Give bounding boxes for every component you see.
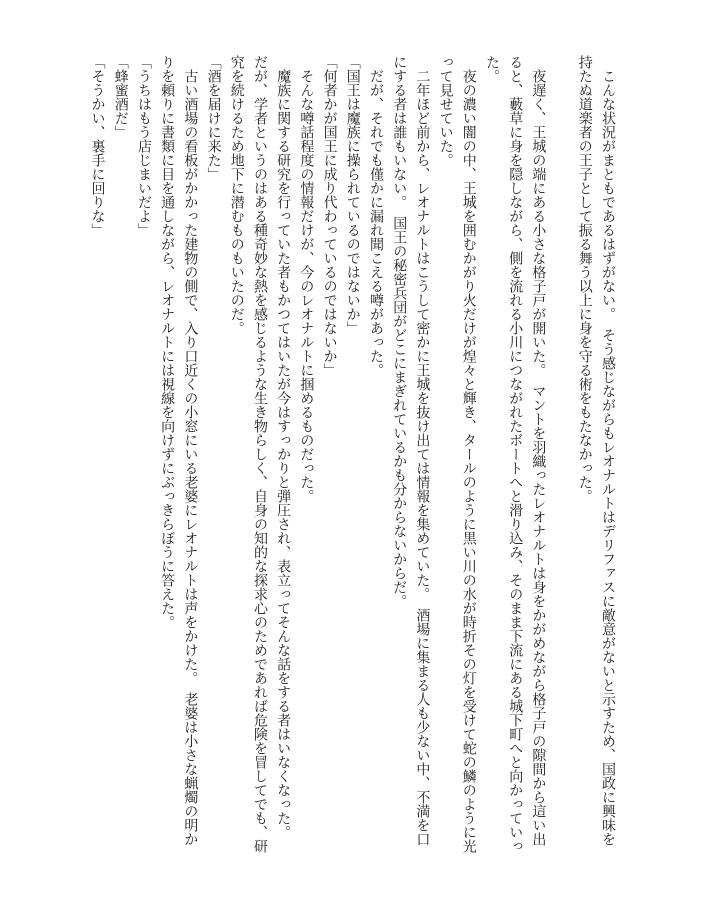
paragraph: 二年ほど前から、レオナルトはこうして密かに王城を抜け出ては情報を集めていた。 酒場に集まる人も少ない中、不満を口にする者は誰もいない。 国王の秘密兵団がどこにまぎれているかも分からないからだ。 xyxy=(391,55,431,846)
dialogue-line: 「何者かが国王に成り代わっているのではないか」 xyxy=(321,55,338,377)
dialogue-line: 「国王は魔族に操られているのではないか」 xyxy=(344,55,361,335)
dialogue-line: 「うちはもう店じまいだよ」 xyxy=(135,55,152,237)
dialogue-line: 「そうかい、裏手に回りな」 xyxy=(89,55,106,237)
paragraph: 夜の濃い闇の中、王城を囲むかがり火だけが煌々と輝き、タールのように黒い川の水が時折その灯を受けて蛇の鱗のように光って見せていた。 xyxy=(437,55,477,853)
paragraph: そんな噂話程度の情報だけが、今のレオナルトに掴めるものだった。 xyxy=(298,55,315,503)
paragraph: 夜遅く、王城の端にある小さな格子戸が開いた。 マントを羽織ったレオナルトは身をかがめながら格子戸の隙間から這い出ると、藪草に身を隠しながら、側を流れる小川につながれたボートへと滑り込み、そのまま下流にある城下町へと向かっていった。 xyxy=(484,55,547,853)
dialogue-line: 「酒を届けに来た」 xyxy=(205,55,222,181)
paragraph: こんな状況がまともであるはずがない。 そう感じながらもレオナルトはデリファスに敵意がないと示すため、国政に興味を持たぬ道楽者の王子として振る舞う以上に身を守る術をもたなかった。 xyxy=(576,55,616,846)
vertical-body-text xyxy=(85,55,619,855)
dialogue-line: 「蜂蜜酒だ」 xyxy=(112,55,129,139)
paragraph: 魔族に関する研究を行っていた者もかつてはいたが今はすっかりと弾圧され、表立ってそんな話をする者はいなくなった。 だが、学者というのはある種奇妙な熱を感じるような生き物らしく、自身の知的な探求心のためであれば危険を冒してでも、研究を続けるため地下に潜むものもいたのだ。 xyxy=(228,55,292,853)
paragraph: だが、それでも僅かに漏れ聞こえる噂があった。 xyxy=(367,55,384,377)
paragraph: 古い酒場の看板がかかった建物の側で、入り口近くの小窓にいる老婆にレオナルトは声をかけた。 老婆は小さな蝋燭の明かりを頼りに書類に目を通しながら、レオナルトには視線を向けずにぶっきらぼうに答えた。 xyxy=(159,55,199,846)
